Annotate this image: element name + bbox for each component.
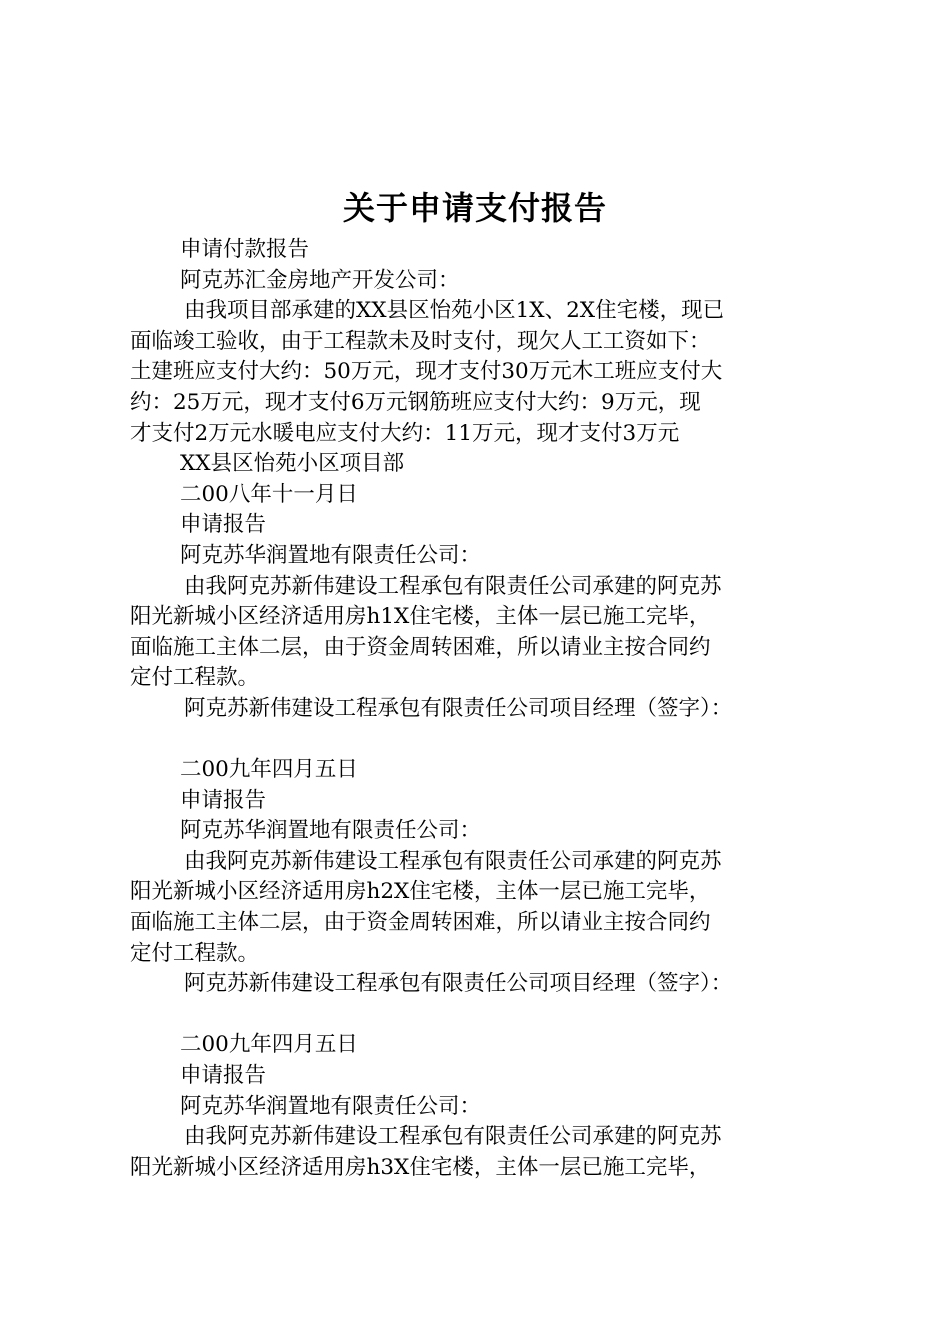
addressee: 阿克苏华润置地有限责任公司： bbox=[180, 542, 482, 568]
paragraph-line: 由我阿克苏新伟建设工程承包有限责任公司承建的阿克苏 bbox=[184, 573, 722, 599]
paragraph-line: 由我阿克苏新伟建设工程承包有限责任公司承建的阿克苏 bbox=[184, 848, 722, 874]
section-heading: 申请付款报告 bbox=[180, 237, 310, 262]
signature-line: XX县区怡苑小区项目部 bbox=[180, 451, 405, 477]
section-heading: 申请报告 bbox=[180, 1063, 267, 1089]
blank-line bbox=[130, 1000, 840, 1031]
date-line: 二00八年十一月日 bbox=[180, 481, 358, 507]
blank-line bbox=[130, 725, 840, 756]
addressee: 阿克苏华润置地有限责任公司： bbox=[180, 1093, 482, 1119]
addressee: 阿克苏汇金房地产开发公司： bbox=[180, 267, 460, 293]
document-body bbox=[130, 235, 840, 1183]
document-title: 关于申请支付报告 bbox=[342, 189, 607, 227]
paragraph-line: 阳光新城小区经济适用房h1X住宅楼，主体一层已施工完毕， bbox=[130, 604, 711, 630]
addressee: 阿克苏华润置地有限责任公司： bbox=[180, 818, 482, 844]
paragraph-line: 阳光新城小区经济适用房h2X住宅楼，主体一层已施工完毕， bbox=[130, 879, 711, 905]
paragraph-line: 面临施工主体二层，由于资金周转困难，所以请业主按合同约 bbox=[130, 634, 711, 660]
paragraph-line: 由我阿克苏新伟建设工程承包有限责任公司承建的阿克苏 bbox=[184, 1124, 722, 1150]
paragraph-line: 面临施工主体二层，由于资金周转困难，所以请业主按合同约 bbox=[130, 910, 711, 936]
signature-line: 阿克苏新伟建设工程承包有限责任公司项目经理（签字）： bbox=[184, 695, 733, 721]
date-line: 二00九年四月五日 bbox=[180, 1032, 358, 1058]
paragraph-line: 由我项目部承建的XX县区怡苑小区1X、2X住宅楼，现已 bbox=[184, 298, 725, 324]
paragraph-line: 面临竣工验收，由于工程款未及时支付，现欠人工工资如下： bbox=[130, 328, 711, 354]
paragraph-line: 阳光新城小区经济适用房h3X住宅楼，主体一层已施工完毕， bbox=[130, 1154, 711, 1180]
paragraph-line: 约：25万元，现才支付6万元钢筋班应支付大约：9万元，现 bbox=[130, 389, 701, 415]
section-heading: 申请报告 bbox=[180, 787, 267, 813]
paragraph-line: 才支付2万元水暖电应支付大约：11万元，现才支付3万元 bbox=[130, 420, 680, 446]
paragraph-line: 定付工程款。 bbox=[130, 940, 260, 966]
section-heading: 申请报告 bbox=[180, 512, 267, 538]
signature-line: 阿克苏新伟建设工程承包有限责任公司项目经理（签字）： bbox=[184, 971, 733, 997]
paragraph-line: 定付工程款。 bbox=[130, 665, 260, 691]
paragraph-line: 土建班应支付大约：50万元，现才支付30万元木工班应支付大 bbox=[130, 359, 723, 385]
date-line: 二00九年四月五日 bbox=[180, 757, 358, 783]
